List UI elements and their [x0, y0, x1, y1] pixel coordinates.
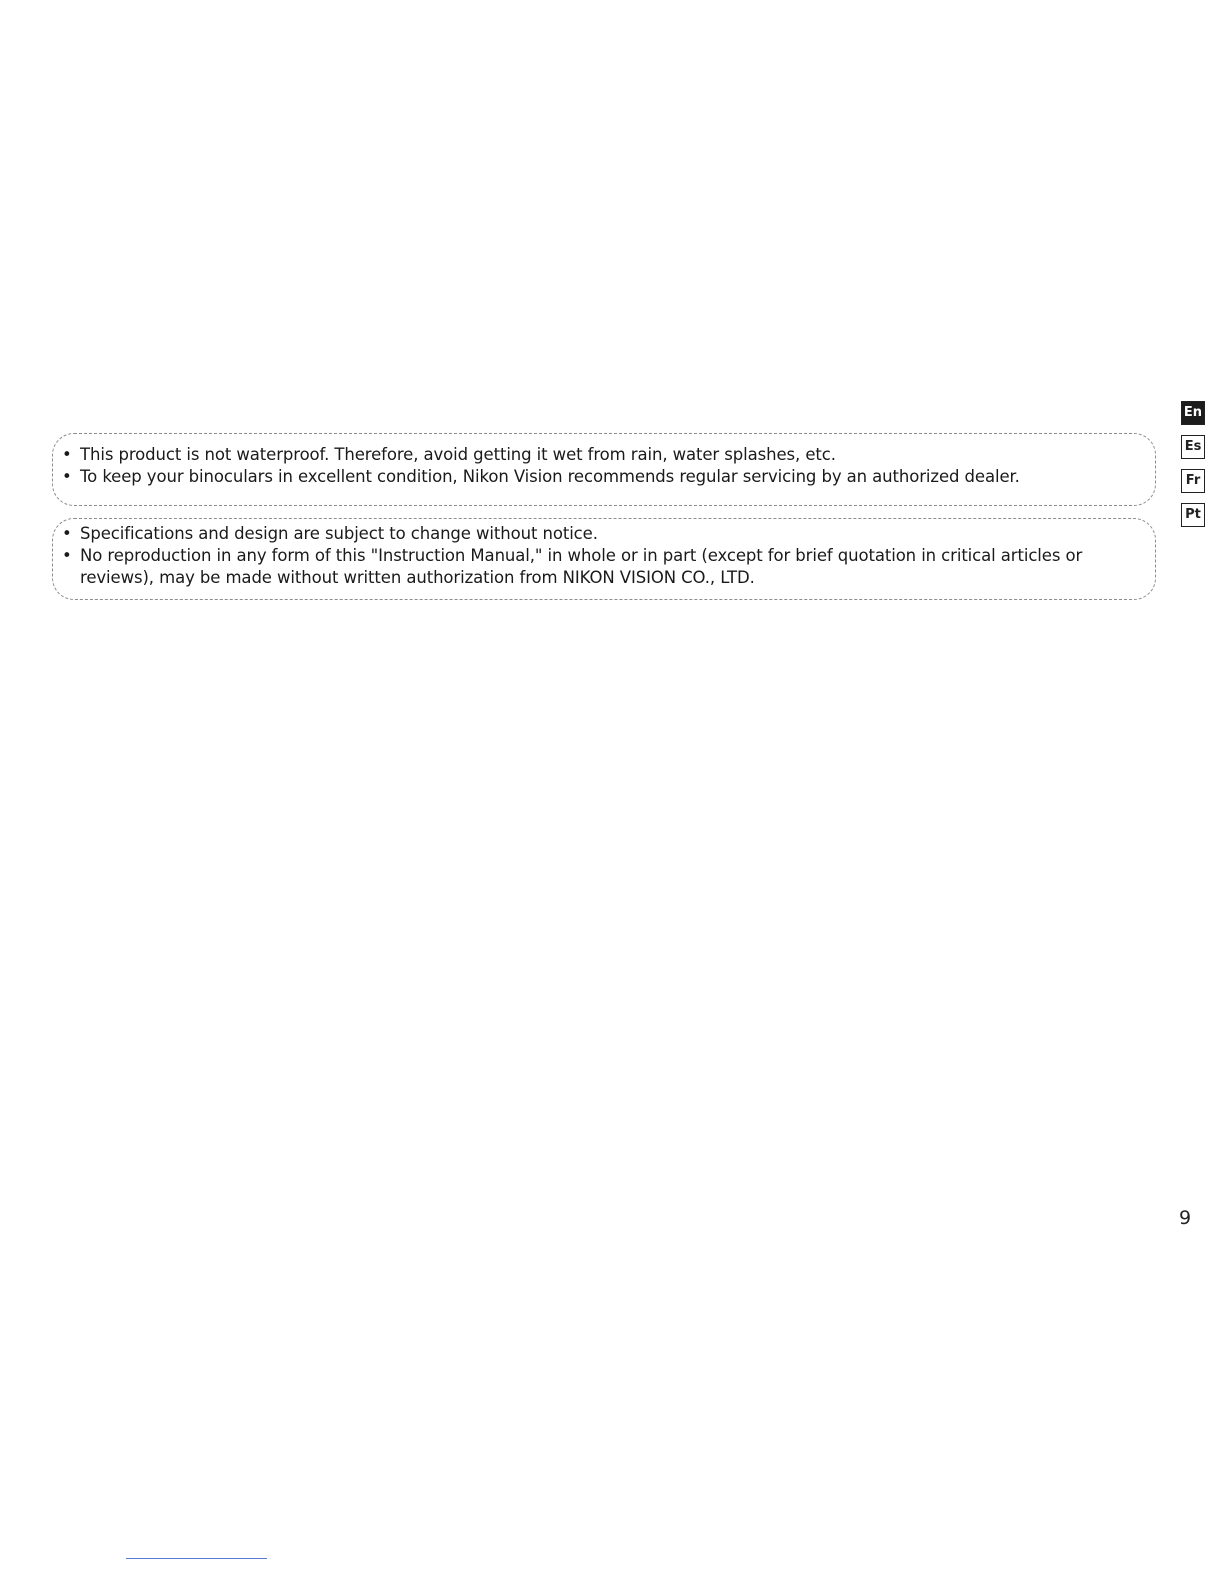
bullet-icon: •	[62, 524, 72, 543]
notice-text: Specifications and design are subject to change without notice.	[80, 524, 598, 543]
notice-text: This product is not waterproof. Therefore, avoid getting it wet from rain, water splashes, etc.	[80, 445, 836, 464]
language-tab-es[interactable]: Es	[1181, 435, 1205, 459]
notice-box-legal	[52, 518, 1156, 600]
bullet-icon: •	[62, 546, 72, 565]
bullet-icon: •	[62, 467, 72, 486]
notice-item	[59, 444, 1141, 466]
language-tabs	[1181, 401, 1206, 537]
bullet-icon: •	[62, 445, 72, 464]
notice-box-care	[52, 433, 1156, 506]
notice-item	[59, 523, 1141, 545]
language-tab-en[interactable]: En	[1181, 401, 1205, 425]
footer-rule	[126, 1558, 267, 1559]
notice-list	[59, 523, 1141, 589]
notice-item	[59, 466, 1141, 488]
page-number: 9	[1179, 1207, 1192, 1229]
notice-item	[59, 545, 1141, 589]
language-tab-pt[interactable]: Pt	[1181, 503, 1205, 527]
language-tab-fr[interactable]: Fr	[1181, 469, 1205, 493]
notice-text: To keep your binoculars in excellent condition, Nikon Vision recommends regular servicing by an authorized dealer.	[80, 467, 1020, 486]
notice-text: No reproduction in any form of this "Instruction Manual," in whole or in part (except for brief quotation in critical articles or reviews), may be made without written authorization from NIKON VISION CO., LTD.	[80, 546, 1083, 587]
notice-list	[59, 444, 1141, 488]
